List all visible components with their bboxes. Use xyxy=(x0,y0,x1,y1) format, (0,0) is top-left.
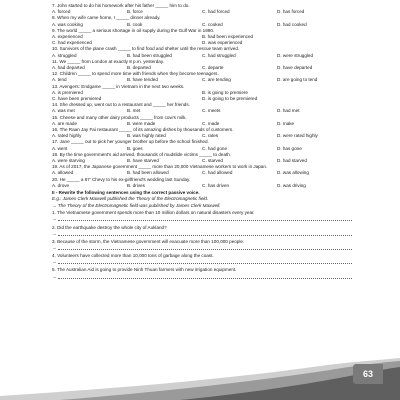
option-c[interactable]: C. has driven xyxy=(202,182,230,188)
option-a[interactable]: A. are made xyxy=(52,120,78,126)
rewrite-item-3 xyxy=(52,239,352,252)
question-11 xyxy=(52,59,352,71)
answer-options xyxy=(52,170,352,176)
option-b[interactable]: B. have starved xyxy=(127,158,159,164)
rewrite-item-4 xyxy=(52,253,352,266)
section-title: II - Rewrite the following sentences using the correct passive voice. xyxy=(52,190,200,196)
question-10 xyxy=(52,46,352,58)
answer-options xyxy=(52,22,352,28)
example-answer: → The Theory of the Electromagnetic field was published by James Clerk Maxwell. xyxy=(52,202,221,208)
question-text: 9. The world _____ a serious shortage in oil supply during the Gulf War in 1990. xyxy=(52,27,215,33)
option-b[interactable]: B. cook xyxy=(127,21,143,27)
option-d[interactable]: D. has forced xyxy=(277,9,305,15)
arrow-icon: → xyxy=(52,216,57,222)
question-text: 15. Cheese and many other dairy products _____ from cow's milk. xyxy=(52,114,187,120)
option-d[interactable]: D. has gone xyxy=(277,145,302,151)
answer-options xyxy=(52,53,352,59)
arrow-icon: → xyxy=(52,230,57,236)
spacer xyxy=(277,96,352,102)
option-c[interactable]: C. had allowed xyxy=(202,170,233,176)
option-d[interactable]: D. was allowing xyxy=(277,170,309,176)
question-text: 13. Avengers: Endgame _____ in Vietnam in the next two weeks. xyxy=(52,83,185,89)
option-d[interactable]: D. was experienced xyxy=(202,40,243,46)
option-c[interactable]: C. made xyxy=(202,120,220,126)
answer-line[interactable] xyxy=(52,245,352,252)
question-9 xyxy=(52,28,352,47)
question-19 xyxy=(52,164,352,176)
answer-options xyxy=(52,108,352,114)
option-a[interactable]: A. forced xyxy=(52,9,71,15)
option-b[interactable]: B. was highly rated xyxy=(127,133,166,139)
option-a[interactable]: A. allowed xyxy=(52,170,74,176)
question-15 xyxy=(52,115,352,127)
question-text: 14. She dressed up, went out to a restaurant and _____ her friends. xyxy=(52,102,190,108)
rewrite-prompt: 1. The Vietnamese government spends more than 10 million dollars on natural disasters every year. xyxy=(52,210,255,216)
option-a[interactable]: A. experienced xyxy=(52,34,83,40)
option-a[interactable]: A. rated highly xyxy=(52,133,82,139)
example-question: E.g.: James Clerk Maxwell published the Theory of the Electromagnetic field. xyxy=(52,196,209,202)
question-text: 17. Jane _____ out to pick her younger brother up before the school finished. xyxy=(52,139,209,145)
option-b[interactable]: B. had been experienced xyxy=(202,34,254,40)
option-d[interactable]: D. is going to be premiered xyxy=(202,96,258,102)
option-d[interactable]: D. are going to tend xyxy=(277,77,318,83)
option-c[interactable]: C. starved xyxy=(202,158,223,164)
rewrite-prompt: 4. Volunteers have collected more than 10,000 tons of garbage along the coast. xyxy=(52,253,214,259)
answer-line[interactable] xyxy=(52,231,352,238)
arrow-icon: → xyxy=(52,273,57,279)
answer-options xyxy=(52,183,352,189)
answer-options xyxy=(52,146,352,152)
question-17 xyxy=(52,139,352,151)
rewrite-item-2 xyxy=(52,225,352,238)
option-a[interactable]: A. drove xyxy=(52,182,70,188)
rewrite-prompt: 2. Did the earthquake destroy the whole city of Aukland? xyxy=(52,224,167,230)
dotted-answer-field[interactable] xyxy=(58,263,352,264)
option-c[interactable]: C. are tending xyxy=(202,77,231,83)
option-d[interactable]: D. make xyxy=(277,120,295,126)
option-b[interactable]: B. goes xyxy=(127,145,143,151)
question-text: 16. The Raan Jay Fai restaurant _____ of its amazing dishes by thousands of customers. xyxy=(52,127,234,133)
option-c[interactable]: C. had struggled xyxy=(202,52,236,58)
dotted-answer-field[interactable] xyxy=(58,278,352,279)
option-c[interactable]: C. had gone xyxy=(202,145,228,151)
page-number: 63 xyxy=(353,364,383,384)
question-text: 12. Children _____ to spend more time with friends when they become teenagers. xyxy=(52,71,219,77)
option-c[interactable]: C. departe xyxy=(202,65,224,71)
option-a[interactable]: A. is premiered xyxy=(52,89,83,95)
rewrite-item-5 xyxy=(52,267,352,280)
question-14 xyxy=(52,102,352,114)
rewrite-prompt: 3. Because of the storm, the Vietnamese government will evacuate more than 100,000 people. xyxy=(52,238,245,244)
question-16 xyxy=(52,127,352,139)
footer-swoosh-graphic xyxy=(0,358,400,400)
option-c[interactable]: C. cooked xyxy=(202,21,223,27)
option-b[interactable]: B. is going to premiere xyxy=(202,89,248,95)
question-12 xyxy=(52,71,352,83)
question-8 xyxy=(52,15,352,27)
question-text: 11. We _____ from London at exactly 8 p.m. yesterday. xyxy=(52,58,165,64)
answer-line[interactable] xyxy=(52,274,352,281)
question-text: 8. When my wife came home, I _____ dinner already. xyxy=(52,15,161,21)
option-d[interactable]: D. had met xyxy=(277,108,300,114)
option-a[interactable]: A. went xyxy=(52,145,68,151)
option-c[interactable]: C. meets xyxy=(202,108,221,114)
question-text: 19. As of 2017, the Japanese government _____ more than 20,000 Vietnamese workers to work in Japan. xyxy=(52,164,268,170)
option-b[interactable]: B. departed xyxy=(127,65,151,71)
option-a[interactable]: A. was cooking xyxy=(52,21,83,27)
option-d[interactable]: D. were struggled xyxy=(277,52,314,58)
answer-line[interactable] xyxy=(52,216,352,223)
option-c[interactable]: C. have been premiered xyxy=(52,96,102,102)
option-b[interactable]: B. met xyxy=(127,108,141,114)
rewrite-item-1 xyxy=(52,210,352,223)
option-d[interactable]: D. have departed xyxy=(277,65,313,71)
option-a[interactable]: A. struggled xyxy=(52,52,77,58)
answer-options xyxy=(52,77,352,83)
question-18 xyxy=(52,152,352,164)
option-d[interactable]: D. were rated highly xyxy=(277,133,318,139)
dotted-answer-field[interactable] xyxy=(58,249,352,250)
question-7 xyxy=(52,3,352,15)
question-20 xyxy=(52,177,352,189)
option-a[interactable]: A. were starving xyxy=(52,158,85,164)
option-c[interactable]: C. rates xyxy=(202,133,219,139)
option-c[interactable]: C. had forced xyxy=(202,9,230,15)
option-a[interactable]: A. was met xyxy=(52,108,75,114)
dotted-answer-field[interactable] xyxy=(58,235,352,236)
spacer xyxy=(277,40,352,46)
option-a[interactable]: A. had departed xyxy=(52,65,85,71)
option-b[interactable]: B. force xyxy=(127,9,143,15)
worksheet-content xyxy=(52,3,352,280)
arrow-icon: → xyxy=(52,245,57,250)
option-b[interactable]: B. were made xyxy=(127,120,156,126)
question-text: 10. Survivors of the plane crash _____ to find food and shelter until the rescue team arrived. xyxy=(52,46,240,52)
option-d[interactable]: D. had cooked xyxy=(277,21,307,27)
option-d[interactable]: D. was driving xyxy=(277,182,306,188)
option-c[interactable]: C. had experienced xyxy=(52,40,92,46)
option-d[interactable]: D. had starved xyxy=(277,158,307,164)
question-text: 20. He _____ a 67' Chevy to his ex-girlfriend's wedding last Sunday. xyxy=(52,176,191,182)
dotted-answer-field[interactable] xyxy=(58,220,352,221)
option-b[interactable]: B. have tended xyxy=(127,77,158,83)
option-b[interactable]: B. had been allowed xyxy=(127,170,169,176)
option-b[interactable]: B. had been struggled xyxy=(127,52,172,58)
option-b[interactable]: B. drives xyxy=(127,182,145,188)
answer-line[interactable] xyxy=(52,259,352,266)
rewrite-prompt: 5. The Australian Aid is going to provide Ninh Thuan farmers with new irrigation equipment. xyxy=(52,267,237,273)
question-13 xyxy=(52,84,352,103)
option-a[interactable]: A. tend xyxy=(52,77,67,83)
question-text: 18. By the time government's aid arrived, thousands of mudslide victims _____ to death. xyxy=(52,151,232,157)
question-text: 7. John started to do his homework after his father _____ him to do. xyxy=(52,3,190,8)
arrow-icon: → xyxy=(52,259,57,265)
